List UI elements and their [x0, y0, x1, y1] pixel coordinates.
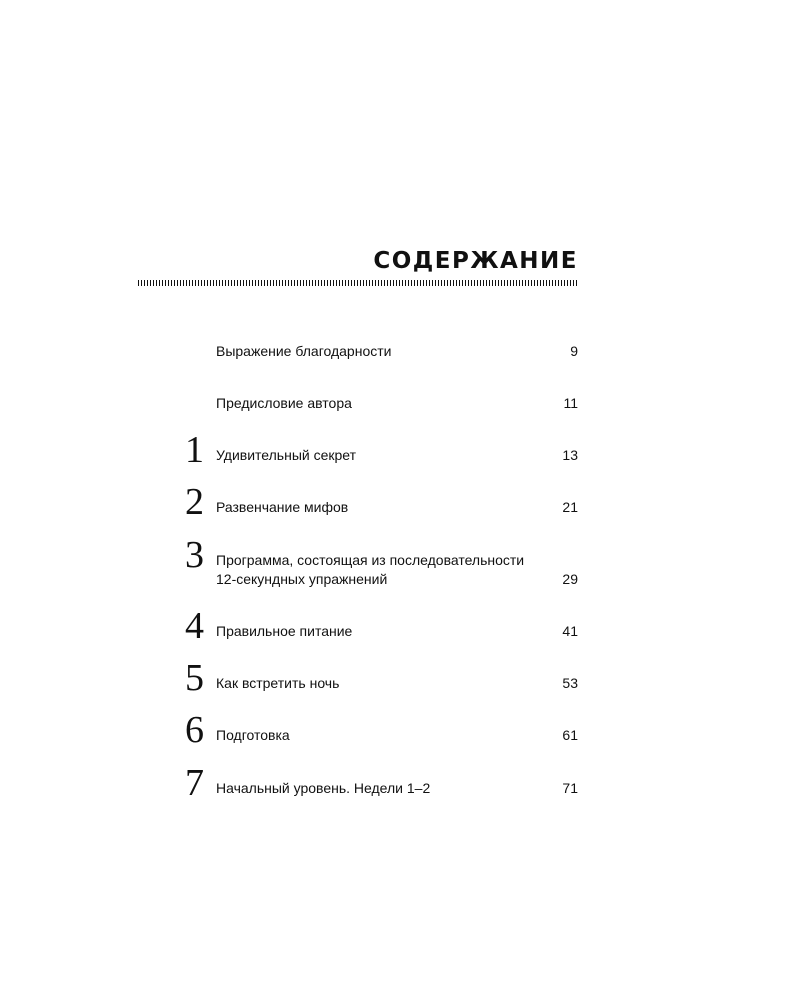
toc-entry: [140, 342, 578, 382]
page-number: 29: [562, 571, 578, 587]
toc-entry: [140, 762, 578, 819]
chapter-number: 2: [185, 481, 204, 523]
page-number: 71: [562, 780, 578, 796]
page-title: СОДЕРЖАНИЕ: [373, 248, 578, 274]
entry-title: Предисловие автора: [216, 395, 352, 411]
entry-title: Удивительный секрет: [216, 447, 357, 463]
toc-entry: [140, 534, 578, 601]
entry-title: Как встретить ночь: [216, 675, 340, 691]
toc-entry: [140, 429, 578, 486]
toc-entry: [140, 394, 578, 434]
entry-title: Начальный уровень. Недели 1–2: [216, 780, 431, 796]
page-number: 11: [563, 395, 578, 411]
chapter-number: 1: [185, 429, 204, 471]
toc-entry: [140, 709, 578, 766]
toc-entry: [140, 481, 578, 538]
page-number: 53: [562, 675, 578, 691]
entry-title: Программа, состоящая из последовательности 12-секундных упражнений: [216, 552, 525, 587]
chapter-number: 5: [185, 657, 204, 699]
chapter-number: 7: [185, 762, 204, 804]
entry-title: Подготовка: [216, 727, 290, 743]
entry-title: Правильное питание: [216, 623, 353, 639]
page-number: 61: [562, 727, 578, 743]
entry-title: Выражение благодарности: [216, 343, 392, 359]
entry-title: Развенчание мифов: [216, 499, 349, 515]
chapter-number: 3: [185, 534, 204, 576]
toc-entry: [140, 605, 578, 662]
page-number: 13: [562, 447, 578, 463]
page-number: 41: [562, 623, 578, 639]
chapter-number: 4: [185, 605, 204, 647]
toc-entry: [140, 657, 578, 714]
title-rule: [138, 280, 578, 286]
page-number: 9: [570, 343, 578, 359]
page-number: 21: [562, 499, 578, 515]
chapter-number: 6: [185, 709, 204, 751]
